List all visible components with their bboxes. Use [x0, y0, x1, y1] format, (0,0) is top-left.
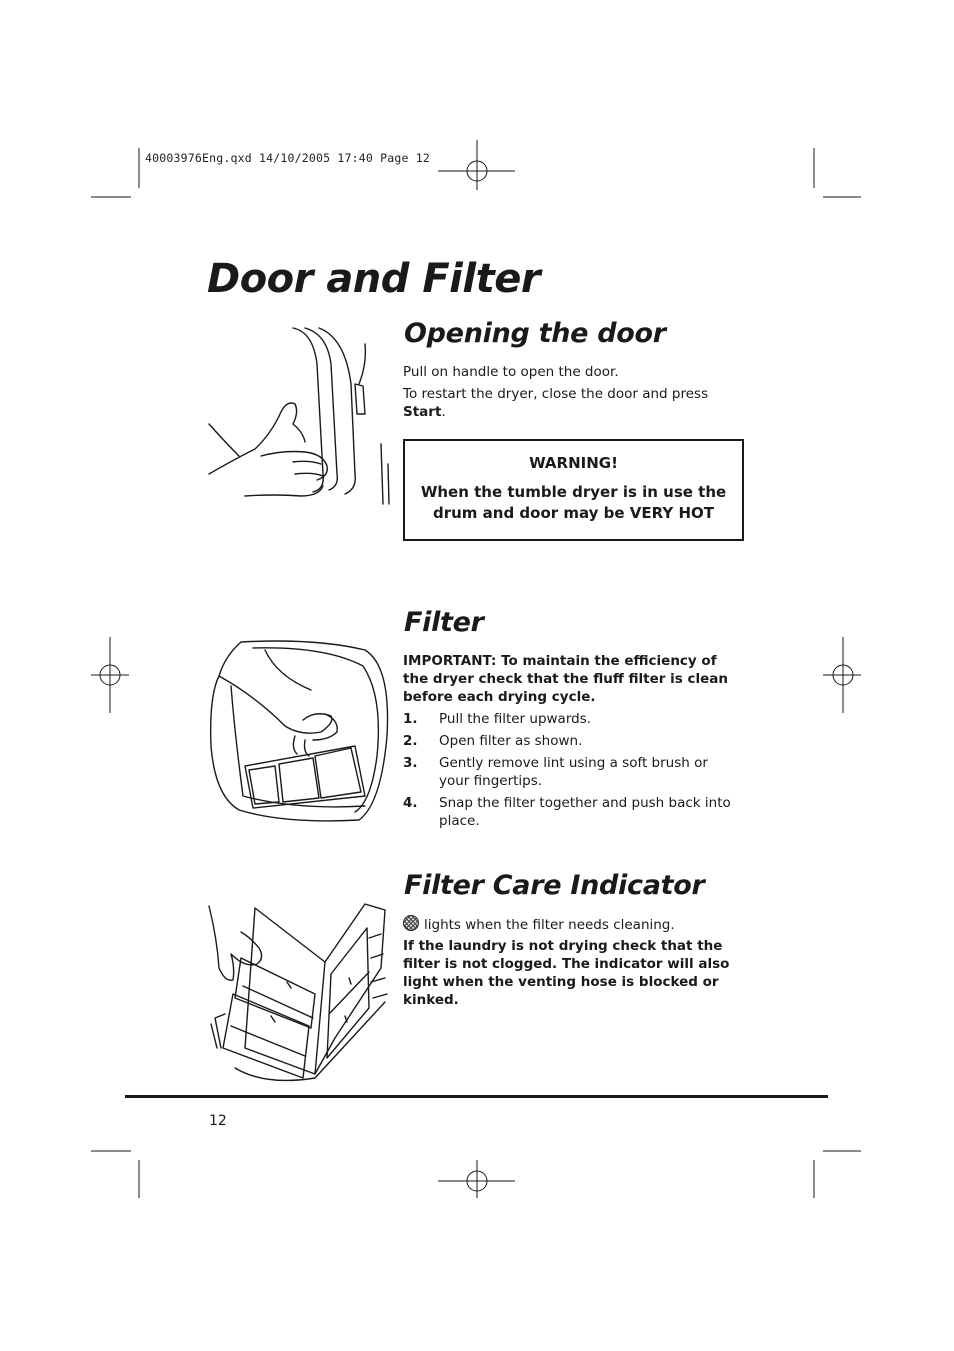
list-item — [403, 732, 741, 750]
filter-steps-list — [403, 710, 741, 834]
filter-heading: Filter — [404, 607, 484, 638]
indicator-line — [403, 915, 743, 934]
filter-important-note: IMPORTANT: To maintain the efficiency of the dryer check that the fluff filter is clean before each drying cycle. — [403, 653, 728, 705]
page-number: 12 — [209, 1113, 227, 1129]
filter-removal-illustration — [205, 636, 395, 826]
step-number: 2. — [403, 733, 418, 749]
opening-door-line2 — [403, 385, 723, 421]
filter-care-note: If the laundry is not drying check that the filter is not clogged. The indicator will also light when the venting hose is blocked or kinked. — [403, 938, 730, 1008]
file-slug: 40003976Eng.qxd 14/10/2005 17:40 Page 12 — [145, 151, 430, 165]
step-text: Snap the filter together and push back into place. — [439, 795, 731, 829]
filter-care-heading: Filter Care Indicator — [404, 870, 705, 901]
start-keyword: Start — [403, 404, 442, 420]
list-item — [403, 754, 741, 790]
step-number: 1. — [403, 711, 418, 727]
restart-instruction: To restart the dryer, close the door and press — [403, 386, 709, 402]
indicator-text: lights when the filter needs cleaning. — [424, 917, 675, 933]
warning-title: WARNING! — [529, 454, 618, 472]
opening-door-line1: Pull on handle to open the door. — [403, 364, 619, 380]
warning-text: When the tumble dryer is in use the drum and door may be VERY HOT — [420, 483, 727, 522]
step-number: 3. — [403, 755, 418, 771]
warning-box — [403, 439, 744, 541]
filter-indicator-icon — [403, 915, 419, 931]
open-filter-illustration — [205, 898, 395, 1086]
page-title: Door and Filter — [207, 256, 541, 302]
step-text: Open filter as shown. — [439, 733, 583, 749]
step-text: Gently remove lint using a soft brush or your fingertips. — [439, 755, 708, 789]
footer-rule — [125, 1095, 828, 1098]
opening-door-heading: Opening the door — [404, 318, 666, 349]
list-item — [403, 794, 741, 830]
step-text: Pull the filter upwards. — [439, 711, 592, 727]
step-number: 4. — [403, 795, 418, 811]
sentence-period: . — [441, 404, 446, 420]
door-opening-illustration — [205, 324, 395, 509]
list-item — [403, 710, 741, 728]
